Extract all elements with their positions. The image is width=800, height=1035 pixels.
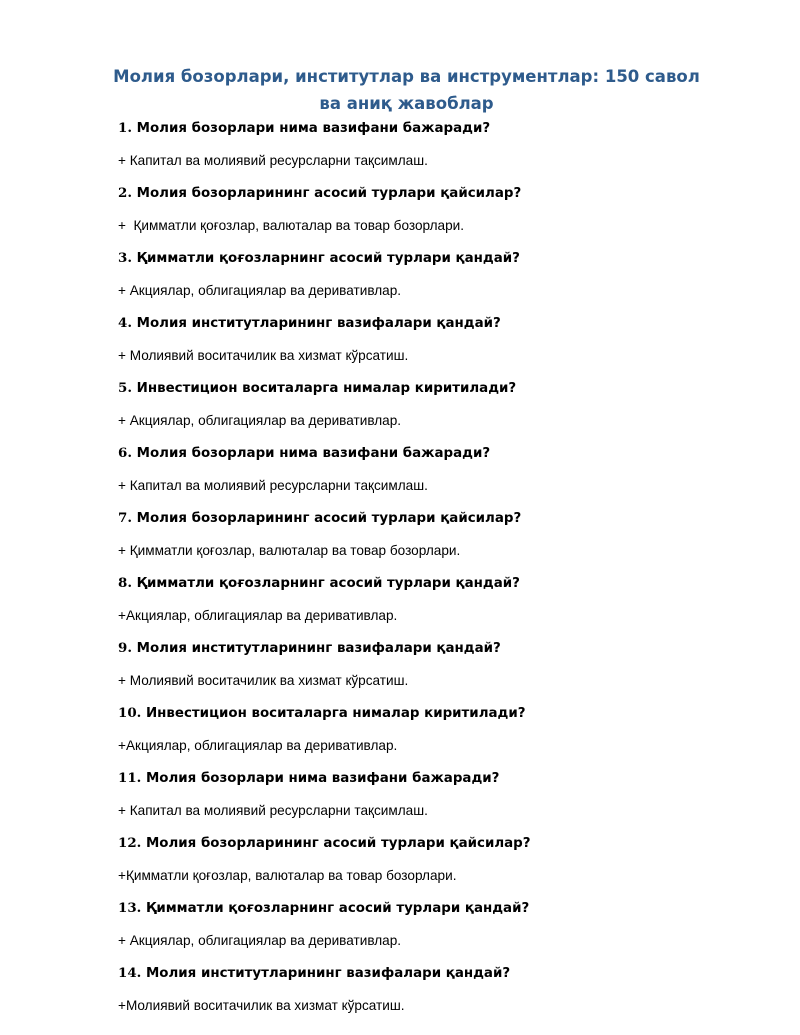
qa-item	[118, 508, 738, 573]
qa-item	[118, 833, 738, 898]
qa-item	[118, 638, 738, 703]
question-text: Молия бозорлари нима вазифани бажаради?	[136, 446, 491, 461]
question-text: Молия институтларининг вазифалари қандай?	[136, 641, 501, 656]
question	[118, 443, 738, 464]
qa-item	[118, 963, 738, 1028]
question	[118, 508, 738, 529]
qa-item	[118, 703, 738, 768]
qa-item	[118, 378, 738, 443]
answer: + Капитал ва молиявий ресурсларни тақсимлаш.	[118, 803, 428, 818]
qa-item	[118, 183, 738, 248]
qa-item	[118, 118, 738, 183]
question-text: Қимматли қоғозларнинг асосий турлари қандай?	[145, 901, 530, 916]
question-text: Қимматли қоғозларнинг асосий турлари қандай?	[136, 576, 520, 591]
qa-item	[118, 573, 738, 638]
qa-list	[118, 118, 738, 1028]
question-text: Молия бозорлари нима вазифани бажаради?	[136, 121, 491, 136]
answer: + Қимматли қоғозлар, валюталар ва товар бозорлари.	[118, 218, 465, 233]
question	[118, 248, 738, 269]
question	[118, 183, 738, 204]
answer: + Қимматли қоғозлар, валюталар ва товар бозорлари.	[118, 543, 461, 558]
question	[118, 118, 738, 139]
question-text: Молия бозорлари нима вазифани бажаради?	[145, 771, 500, 786]
question-number: 7.	[118, 510, 132, 526]
document-title: Молия бозорлари, институтлар ва инструментлар: 150 савол ва аниқ жавоблар	[113, 67, 700, 113]
question	[118, 833, 738, 854]
answer: + Акциялар, облигациялар ва деривативлар.	[118, 413, 402, 428]
question-number: 2.	[118, 185, 132, 201]
question-text: Молия бозорларининг асосий турлари қайсилар?	[136, 186, 522, 201]
question-number: 5.	[118, 380, 132, 396]
qa-item	[118, 768, 738, 833]
question-number: 13.	[118, 900, 142, 916]
question-number: 12.	[118, 835, 142, 851]
question	[118, 703, 738, 724]
answer: + Акциялар, облигациялар ва деривативлар.	[118, 933, 402, 948]
question-number: 8.	[118, 575, 132, 591]
answer: +Акциялар, облигациялар ва деривативлар.	[118, 608, 398, 623]
question-text: Молия институтларининг вазифалари қандай?	[136, 316, 501, 331]
qa-item	[118, 443, 738, 508]
qa-item	[118, 898, 738, 963]
question-number: 14.	[118, 965, 142, 981]
answer: + Молиявий воситачилик ва хизмат кўрсатиш.	[118, 673, 409, 688]
question	[118, 898, 738, 919]
question	[118, 378, 738, 399]
qa-item	[118, 313, 738, 378]
question-text: Инвестицион воситаларга нималар киритилади?	[145, 706, 526, 721]
question-number: 3.	[118, 250, 132, 266]
question-text: Қимматли қоғозларнинг асосий турлари қандай?	[136, 251, 520, 266]
question	[118, 768, 738, 789]
answer: +Молиявий воситачилик ва хизмат кўрсатиш.	[118, 998, 405, 1013]
answer: + Капитал ва молиявий ресурсларни тақсимлаш.	[118, 153, 428, 168]
question-text: Молия бозорларининг асосий турлари қайсилар?	[145, 836, 531, 851]
answer: +Қимматли қоғозлар, валюталар ва товар бозорлари.	[118, 868, 457, 883]
question-text: Инвестицион воситаларга нималар киритилади?	[136, 381, 517, 396]
answer: + Капитал ва молиявий ресурсларни тақсимлаш.	[118, 478, 428, 493]
question-number: 9.	[118, 640, 132, 656]
question-text: Молия бозорларининг асосий турлари қайсилар?	[136, 511, 522, 526]
question-number: 4.	[118, 315, 132, 331]
question	[118, 573, 738, 594]
question-number: 11.	[118, 770, 142, 786]
question-text: Молия институтларининг вазифалари қандай?	[145, 966, 511, 981]
question-number: 6.	[118, 445, 132, 461]
qa-item	[118, 248, 738, 313]
question	[118, 963, 738, 984]
question-number: 10.	[118, 705, 142, 721]
question	[118, 313, 738, 334]
answer: + Молиявий воситачилик ва хизмат кўрсатиш.	[118, 348, 409, 363]
question	[118, 638, 738, 659]
question-number: 1.	[118, 120, 132, 136]
answer: + Акциялар, облигациялар ва деривативлар.	[118, 283, 402, 298]
answer: +Акциялар, облигациялар ва деривативлар.	[118, 738, 398, 753]
